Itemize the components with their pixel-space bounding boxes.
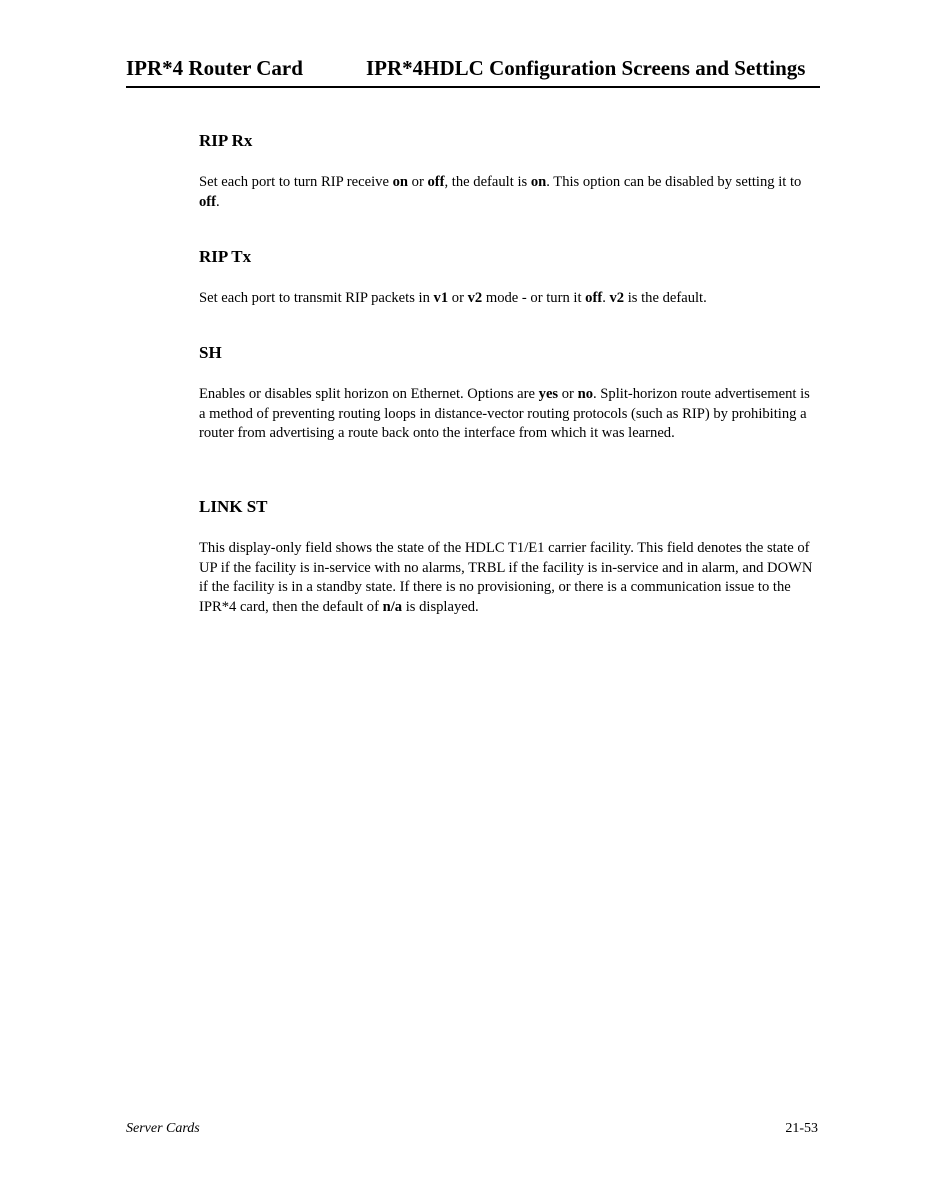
footer-page-number: 21-53 <box>785 1121 818 1136</box>
header-left-title: IPR*4 Router Card <box>126 56 303 80</box>
header-right-title: IPR*4HDLC Configuration Screens and Settings <box>366 56 806 80</box>
section-paragraph: Set each port to transmit RIP packets in v1 or v2 mode - or turn it off. v2 is the default. <box>199 290 707 306</box>
section-link-st <box>199 496 815 617</box>
section-paragraph: Set each port to turn RIP receive on or off, the default is on. This option can be disabled by setting it to off. <box>199 174 802 210</box>
section-sh <box>199 342 815 444</box>
section-rip-tx <box>199 246 815 309</box>
section-paragraph: This display-only field shows the state of the HDLC T1/E1 carrier facility. This field denotes the state of UP if the facility is in-service with no alarms, TRBL if the facility is in-service and in alarm, and DOWN if the facility is in a standby state. If there is no provisioning, or there is a communication issue to the IPR*4 card, then the default of n/a is displayed. <box>199 540 813 615</box>
page-header <box>126 54 820 88</box>
section-rip-rx <box>199 130 815 212</box>
section-title: LINK ST <box>199 497 268 516</box>
section-title: RIP Rx <box>199 131 253 150</box>
section-title: RIP Tx <box>199 247 252 266</box>
section-title: SH <box>199 343 222 362</box>
footer-section-name: Server Cards <box>126 1121 200 1136</box>
section-paragraph: Enables or disables split horizon on Ethernet. Options are yes or no. Split-horizon route advertisement is a method of preventing routing loops in distance-vector routing protocols (such as RIP) by prohibiting a router from advertising a route back onto the interface from which it was learned. <box>199 386 810 441</box>
